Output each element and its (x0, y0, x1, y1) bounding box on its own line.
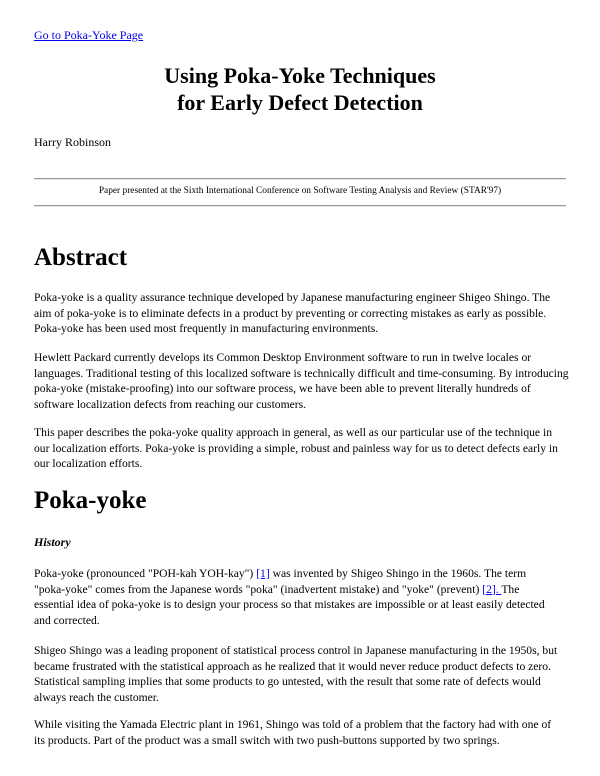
history-paragraph-3 (34, 717, 568, 748)
text-segment: was invented by Shigeo Shingo in the 1960s. The term (269, 567, 527, 580)
history-subheading: History (34, 535, 71, 549)
text-line (34, 566, 568, 582)
text-segment: The (501, 582, 520, 596)
text-line: This paper describes the poka-yoke quality approach in general, as well as our particular use of the technique in (34, 426, 552, 439)
history-paragraph-2 (34, 643, 568, 705)
text-line: our localization efforts. Poka-yoke is providing a simple, robust and painless way for us to detect defects early in (34, 441, 558, 455)
text-line: Hewlett Packard currently develops its Common Desktop Environment software to run in twelve locales or (34, 351, 532, 364)
abstract-heading: Abstract (34, 244, 128, 271)
text-line: essential idea of poka-yoke is to design your process so that mistakes are impossible or at least easily detected (34, 598, 545, 611)
reference-link-1[interactable]: [1] (256, 567, 270, 580)
divider-top (34, 178, 566, 180)
presented-note: Paper presented at the Sixth International Conference on Software Testing Analysis and Review (STAR'97) (98, 186, 502, 196)
reference-link-2[interactable]: [2]. (482, 582, 502, 596)
text-line: software localization defects from reaching our customers. (34, 397, 307, 411)
text-line: and corrected. (34, 613, 100, 627)
text-line: always reach the customer. (34, 690, 159, 704)
history-paragraph-1 (34, 566, 568, 628)
text-line: Poka-yoke has been used most frequently in manufacturing environments. (34, 322, 379, 335)
abstract-paragraph-3 (34, 425, 568, 472)
abstract-paragraph-2 (34, 350, 568, 412)
title-line-2: for Early Defect Detection (177, 90, 423, 115)
text-line: aim of poka-yoke is to eliminate defects in a product by preventing or correcting mistakes as early as possible. (34, 306, 547, 320)
text-line: our localization efforts. (34, 457, 143, 470)
text-line: Poka-yoke is a quality assurance technique developed by Japanese manufacturing engineer Shigeo Shingo. The (34, 291, 551, 304)
text-segment: Poka-yoke (pronounced "POH-kah YOH-kay") (34, 567, 257, 580)
go-to-poka-yoke-link[interactable]: Go to Poka-Yoke Page (34, 28, 144, 42)
page-title (0, 62, 600, 116)
text-line: Shigeo Shingo was a leading proponent of statistical process control in Japanese manufacturing in the 1950s, but (34, 644, 558, 657)
author-name: Harry Robinson (34, 135, 111, 149)
title-line-1: Using Poka-Yoke Techniques (164, 63, 436, 88)
text-line: While visiting the Yamada Electric plant in 1961, Shingo was told of a problem that the factory had with one of (34, 718, 552, 731)
divider-bottom (34, 205, 566, 207)
text-line (34, 582, 568, 598)
text-segment: "poka-yoke" comes from the Japanese words "poka" (inadvertent mistake) and "yoke" (prevent) (34, 582, 483, 596)
text-line: became frustrated with the statistical approach as he realized that it would never reduce product defects to zero. (34, 659, 551, 673)
poka-yoke-heading: Poka-yoke (34, 487, 147, 514)
text-line: poka-yoke (mistake-proofing) into our software process, we have been able to prevent literally hundreds of (34, 382, 531, 395)
text-line: its products. Part of the product was a small switch with two push-buttons supported by two springs. (34, 733, 500, 747)
text-line: languages. Traditional testing of this localized software is technically difficult and time-consuming. By introducing (34, 366, 569, 380)
text-line: Statistical sampling implies that some products to go untested, with the result that some rate of defects would (34, 675, 541, 688)
abstract-paragraph-1 (34, 290, 568, 337)
